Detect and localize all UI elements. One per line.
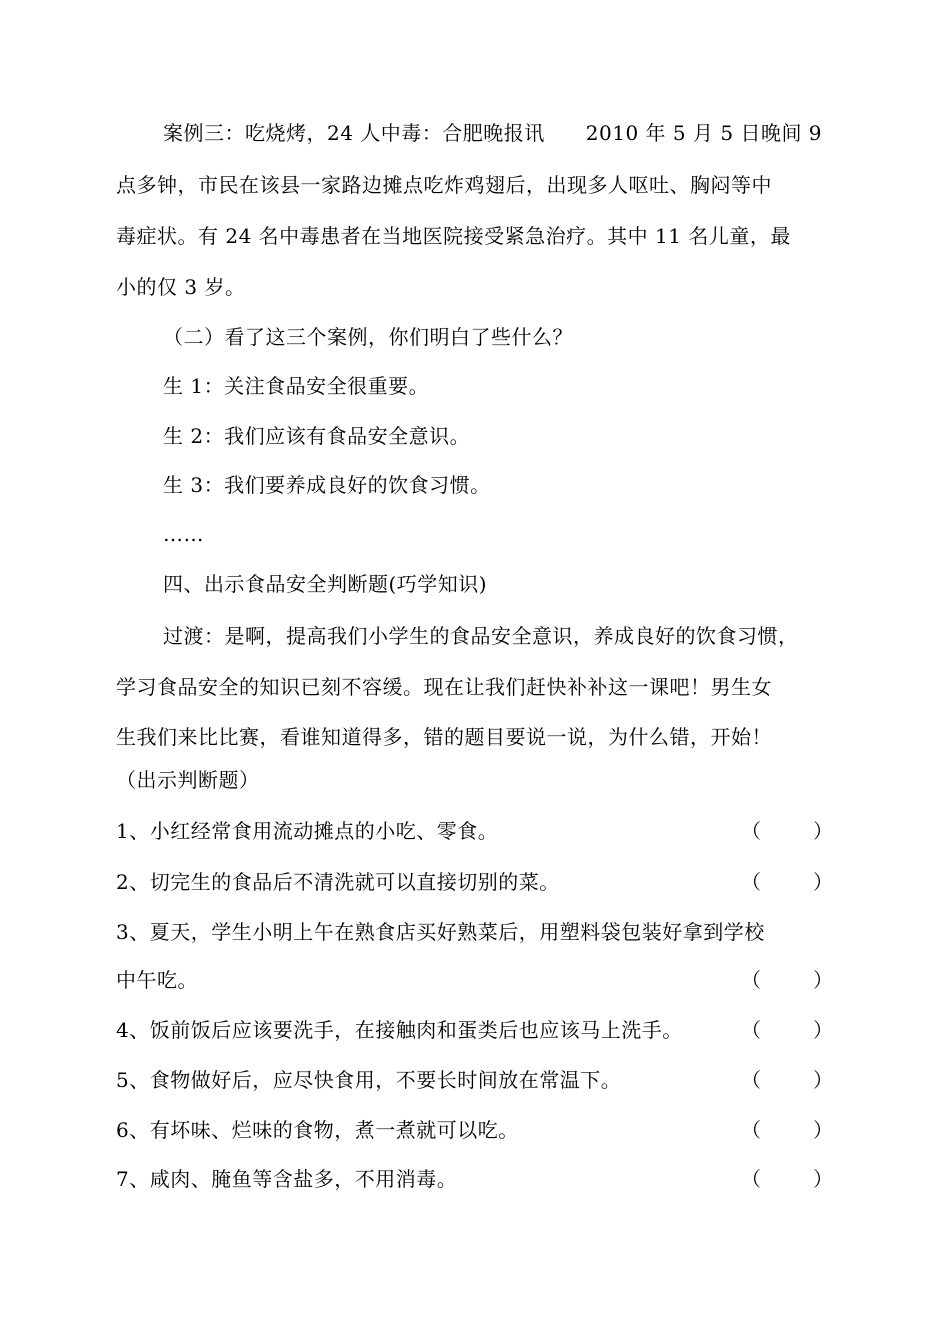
question-3-continued: 中午吃。 — [116, 968, 198, 992]
paren-close: ） — [813, 968, 833, 992]
case3-line-2: 点多钟，市民在该县一家路边摊点吃炸鸡翅后，出现多人呕吐、胸闷等中 — [116, 173, 772, 197]
case3-line-4: 小的仅 3 岁。 — [116, 275, 246, 299]
transition-line-1: 过渡：是啊，提高我们小学生的食品安全意识，养成良好的饮食习惯， — [163, 624, 799, 648]
paren-open: （ — [741, 1018, 761, 1042]
ellipsis: …… — [163, 522, 204, 546]
answer-blank-1[interactable] — [741, 817, 833, 845]
answer-blank-7[interactable] — [741, 1165, 833, 1193]
student-answer-2: 生 2：我们应该有食品安全意识。 — [163, 424, 471, 448]
question-3: 3、夏天，学生小明上午在熟食店买好熟菜后，用塑料袋包装好拿到学校 — [116, 920, 765, 944]
paren-close: ） — [813, 870, 833, 894]
answer-blank-6[interactable] — [741, 1116, 833, 1144]
case3-line-1: 案例三：吃烧烤，24 人中毒：合肥晚报讯 2010 年 5 月 5 日晚间 9 — [163, 121, 823, 145]
transition-line-2: 学习食品安全的知识已刻不容缓。现在让我们赶快补补这一课吧！男生女 — [116, 675, 772, 699]
student-answer-1: 生 1：关注食品安全很重要。 — [163, 374, 430, 398]
student-answer-3: 生 3：我们要养成良好的饮食习惯。 — [163, 473, 491, 497]
paren-open: （ — [741, 1167, 761, 1191]
case3-line-3: 毒症状。有 24 名中毒患者在当地医院接受紧急治疗。其中 11 名儿童，最 — [116, 224, 791, 248]
question-2: 2、切完生的食品后不清洗就可以直接切别的菜。 — [116, 870, 560, 894]
question-7: 7、咸肉、腌鱼等含盐多，不用消毒。 — [116, 1167, 458, 1191]
paren-open: （ — [741, 1068, 761, 1092]
discussion-question: （二）看了这三个案例，你们明白了些什么？ — [163, 325, 573, 349]
question-6: 6、有坏味、烂味的食物，煮一煮就可以吃。 — [116, 1118, 519, 1142]
answer-blank-3[interactable] — [741, 966, 833, 994]
paren-open: （ — [741, 819, 761, 843]
question-5: 5、食物做好后，应尽快食用，不要长时间放在常温下。 — [116, 1068, 622, 1092]
paren-close: ） — [813, 1068, 833, 1092]
paren-close: ） — [813, 819, 833, 843]
paren-close: ） — [813, 1167, 833, 1191]
section4-heading: 四、出示食品安全判断题(巧学知识) — [163, 572, 488, 596]
answer-blank-5[interactable] — [741, 1066, 833, 1094]
paren-open: （ — [741, 1118, 761, 1142]
transition-line-3: 生我们来比比赛，看谁知道得多，错的题目要说一说，为什么错，开始！ — [116, 725, 772, 749]
paren-open: （ — [741, 870, 761, 894]
question-4: 4、饭前饭后应该要洗手，在接触肉和蛋类后也应该马上洗手。 — [116, 1018, 683, 1042]
paren-close: ） — [813, 1018, 833, 1042]
question-1: 1、小红经常食用流动摊点的小吃、零食。 — [116, 819, 499, 843]
transition-line-4: （出示判断题） — [116, 768, 260, 792]
paren-close: ） — [813, 1118, 833, 1142]
answer-blank-2[interactable] — [741, 868, 833, 896]
paren-open: （ — [741, 968, 761, 992]
answer-blank-4[interactable] — [741, 1016, 833, 1044]
